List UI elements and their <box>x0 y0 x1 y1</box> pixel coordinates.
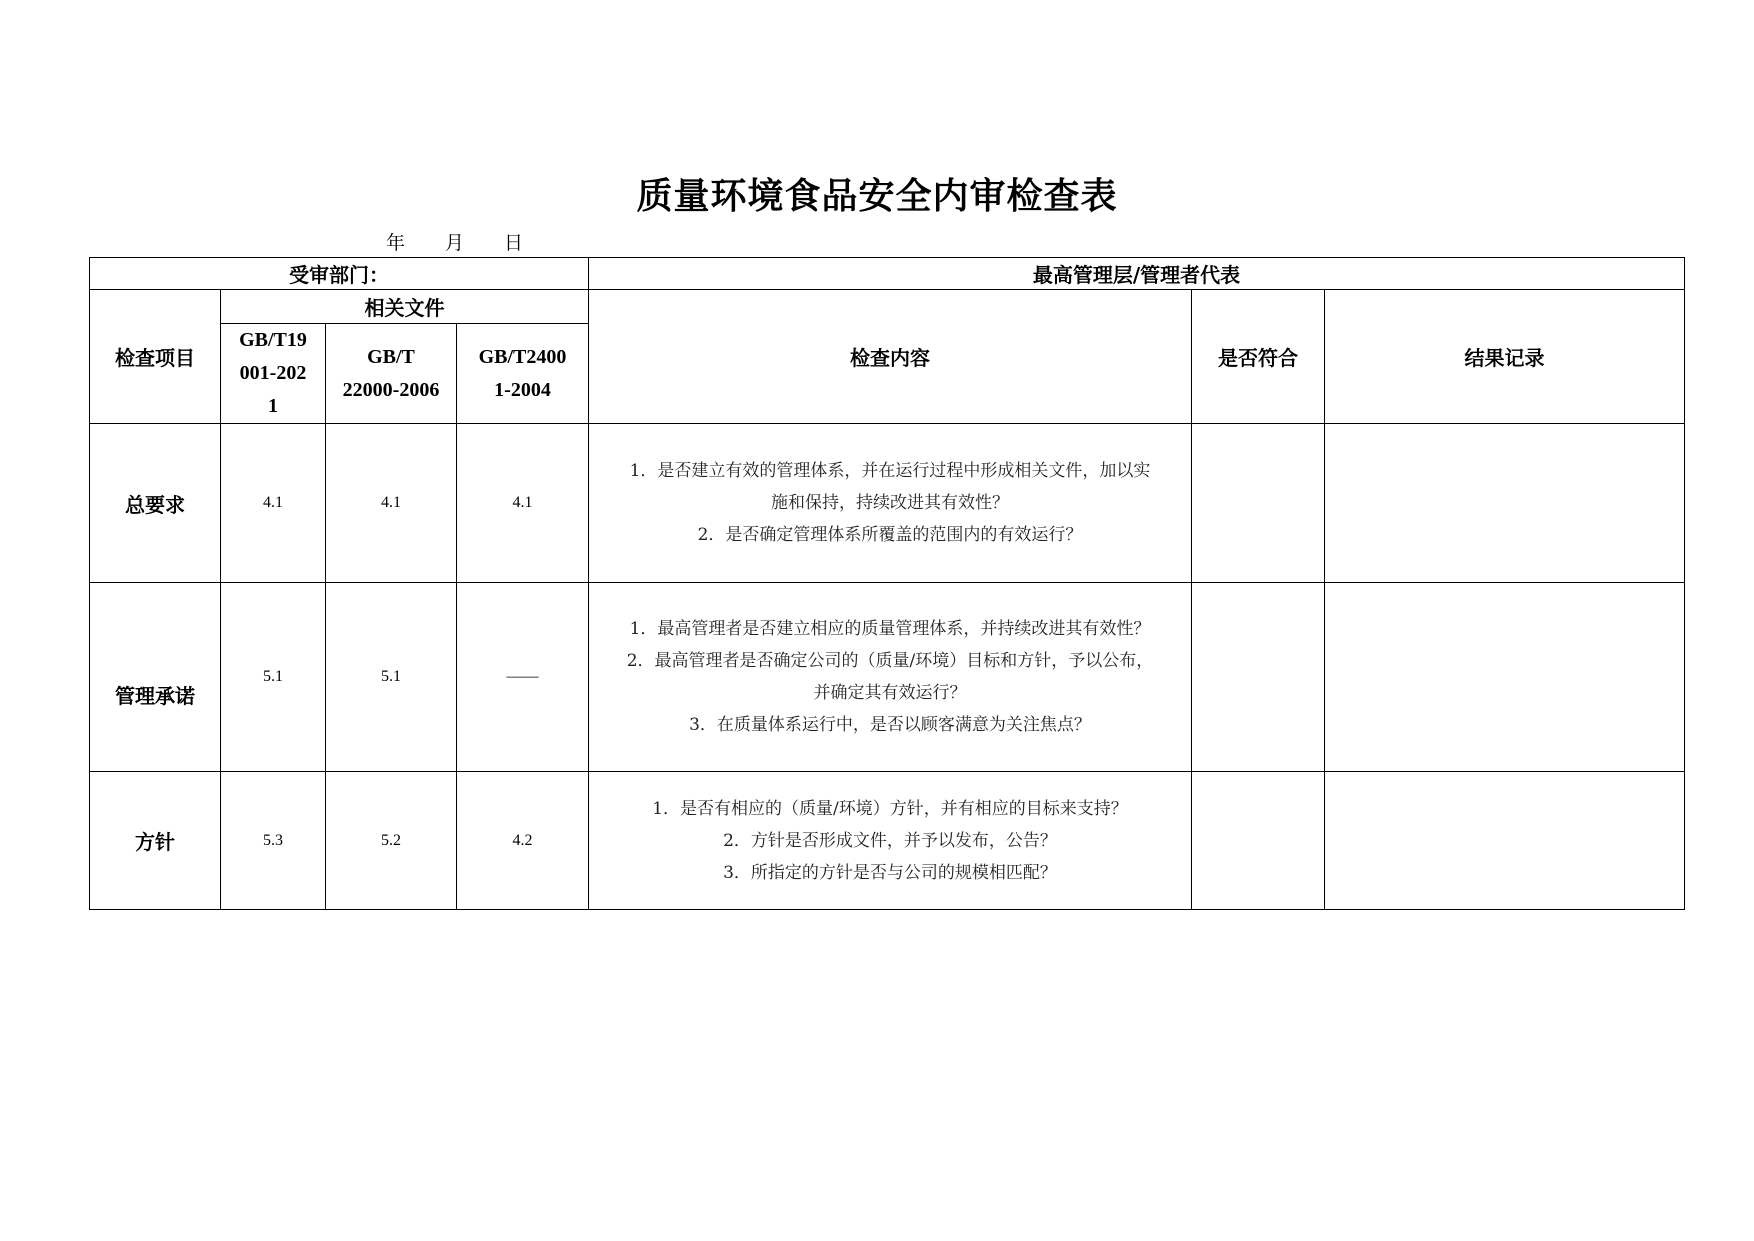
header-row-dept <box>90 258 1685 290</box>
clause-gbt19001: 4.1 <box>221 424 326 583</box>
col-header-conformity: 是否符合 <box>1192 290 1325 424</box>
check-content-cell <box>589 424 1192 583</box>
std-gbt22000-line: 22000-2006 <box>342 378 440 401</box>
result-record-cell[interactable] <box>1325 583 1685 772</box>
col-header-check-item: 检查项目 <box>90 290 221 424</box>
std-gbt19001-line: 1 <box>268 395 278 417</box>
check-content-line: 并确定其有效运行？ <box>813 683 967 703</box>
table-row <box>90 583 1685 772</box>
result-record-cell[interactable] <box>1325 424 1685 583</box>
conformity-cell[interactable] <box>1192 424 1325 583</box>
col-header-result-record: 结果记录 <box>1325 290 1685 424</box>
result-record-cell[interactable] <box>1325 772 1685 910</box>
check-content-line: 3．所指定的方针是否与公司的规模相匹配？ <box>723 862 1057 883</box>
clause-gbt19001: 5.3 <box>221 772 326 910</box>
conformity-cell[interactable] <box>1192 772 1325 910</box>
page-title: 质量环境食品安全内审检查表 <box>636 176 1118 217</box>
check-content-line: 2．最高管理者是否确定公司的（质量/环境）目标和方针，予以公布， <box>626 651 1154 671</box>
std-gbt19001 <box>221 324 326 424</box>
std-gbt24001-line: 1-2004 <box>494 378 551 401</box>
table-row <box>90 424 1685 583</box>
check-content-line: 施和保持，持续改进其有效性？ <box>771 493 1009 513</box>
item-general-requirements: 总要求 <box>90 424 221 583</box>
check-content-line: 3．在质量体系运行中，是否以顾客满意为关注焦点？ <box>689 715 1091 735</box>
std-gbt19001-line: GB/T19 <box>239 329 307 351</box>
audited-person: 最高管理层/管理者代表 <box>589 258 1685 290</box>
std-gbt22000 <box>326 324 457 424</box>
item-management-commitment: 管理承诺 <box>90 583 221 772</box>
clause-gbt22000: 5.1 <box>326 583 457 772</box>
check-content-line: 1．最高管理者是否建立相应的质量管理体系，并持续改进其有效性？ <box>629 619 1151 639</box>
clause-gbt22000: 5.2 <box>326 772 457 910</box>
clause-gbt19001: 5.1 <box>221 583 326 772</box>
audit-checklist-table <box>89 257 1685 910</box>
date-year: 年 <box>386 232 406 254</box>
check-content-line: 1．是否有相应的（质量/环境）方针，并有相应的目标来支持？ <box>652 798 1128 819</box>
col-header-related-docs: 相关文件 <box>221 290 589 324</box>
clause-gbt24001: 4.2 <box>457 772 589 910</box>
clause-gbt22000: 4.1 <box>326 424 457 583</box>
check-content-cell <box>589 583 1192 772</box>
clause-gbt24001: —— <box>457 583 589 772</box>
check-content-line: 1．是否建立有效的管理体系，并在运行过程中形成相关文件，加以实 <box>629 461 1151 481</box>
date-month: 月 <box>445 232 465 254</box>
conformity-cell[interactable] <box>1192 583 1325 772</box>
dept-label[interactable]: 受审部门： <box>90 258 589 290</box>
date-line <box>386 228 563 255</box>
item-policy: 方针 <box>90 772 221 910</box>
header-row-1 <box>90 290 1685 324</box>
table-row <box>90 772 1685 910</box>
col-header-check-content: 检查内容 <box>589 290 1192 424</box>
std-gbt19001-line: 001-202 <box>239 362 307 384</box>
clause-gbt24001: 4.1 <box>457 424 589 583</box>
std-gbt24001 <box>457 324 589 424</box>
check-content-line: 2．是否确定管理体系所覆盖的范围内的有效运行？ <box>697 525 1083 545</box>
std-gbt22000-line: GB/T <box>367 345 415 368</box>
check-content-cell <box>589 772 1192 910</box>
date-day: 日 <box>504 232 524 254</box>
check-content-line: 2．方针是否形成文件，并予以发布，公告？ <box>723 830 1057 851</box>
std-gbt24001-line: GB/T2400 <box>478 345 567 368</box>
